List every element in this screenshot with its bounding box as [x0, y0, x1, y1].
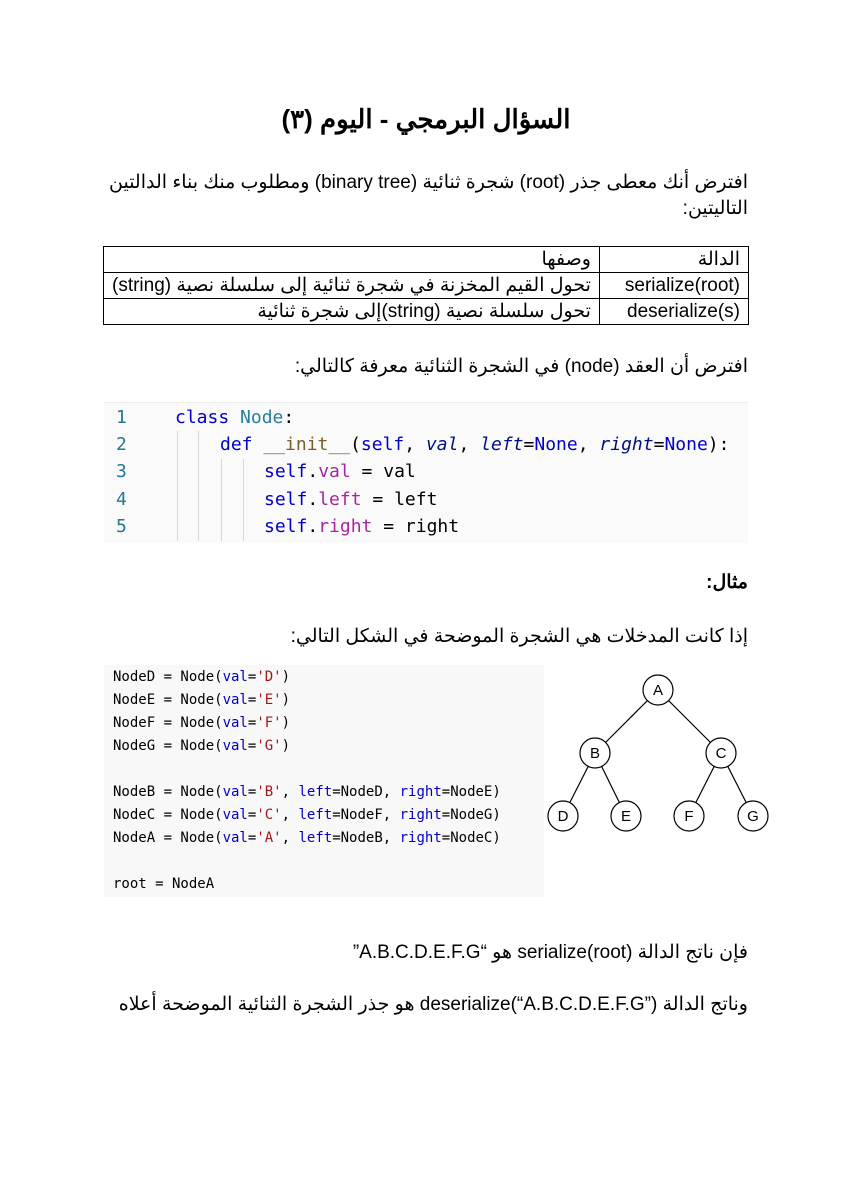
table-cell-description: تحول القيم المخزنة في شجرة ثنائية إلى سلسلة نصية (string) — [104, 273, 600, 299]
table-header-description: وصفها — [104, 247, 600, 273]
table-header-row — [104, 247, 749, 273]
example-code-block — [104, 665, 544, 897]
page-title: السؤال البرمجي - اليوم (٣) — [281, 104, 571, 134]
code-line: self.left = left — [264, 489, 438, 510]
indent-guide — [243, 459, 244, 541]
example-heading: مثال: — [706, 572, 748, 593]
code-line: NodeA = Node(val='A', left=NodeB, right=NodeC) — [113, 830, 501, 846]
table-cell-function: serialize(root) — [599, 273, 748, 299]
code-line: NodeG = Node(val='G') — [113, 738, 291, 754]
code-line: class Node: — [175, 407, 295, 428]
serialize-result-text: فإن ناتج الدالة serialize(root) هو “A.B.C.D.E.F.G” — [352, 942, 748, 963]
tree-node-label: B — [589, 745, 601, 762]
code-line: def __init__(self, val, left=None, right=None): — [220, 434, 730, 455]
node-class-code-block — [104, 402, 748, 543]
code-line: self.val = val — [264, 461, 416, 482]
intro-paragraph: افترض أنك معطى جذر (root) شجرة ثنائية (binary tree) ومطلوب منك بناء الدالتين التاليتين: — [109, 172, 748, 219]
tree-node-label: F — [684, 808, 694, 825]
code-line: self.right = right — [264, 516, 460, 537]
deserialize-result-text: وناتج الدالة deserialize(“A.B.C.D.E.F.G”) هو جذر الشجرة الثنائية الموضحة أعلاه — [118, 994, 748, 1015]
table-cell-function: deserialize(s) — [599, 299, 748, 325]
tree-node-label: D — [557, 808, 569, 825]
code-line: NodeD = Node(val='D') — [113, 669, 291, 685]
indent-guide — [198, 431, 199, 541]
code-line: root = NodeA — [113, 876, 215, 892]
functions-table — [103, 246, 749, 325]
node-definition-text: افترض أن العقد (node) في الشجرة الثنائية معرفة كالتالي: — [294, 356, 748, 377]
table-row — [104, 273, 749, 299]
line-number: 3 — [116, 461, 127, 482]
tree-node-label: G — [747, 808, 759, 825]
code-line: NodeB = Node(val='B', left=NodeD, right=NodeE) — [113, 784, 501, 800]
table-header-function: الدالة — [599, 247, 748, 273]
line-number: 2 — [116, 434, 127, 455]
line-number: 1 — [116, 407, 127, 428]
indent-guide — [221, 459, 222, 541]
line-number: 5 — [116, 516, 127, 537]
table-row — [104, 299, 749, 325]
code-line: NodeF = Node(val='F') — [113, 715, 291, 731]
indent-guide — [177, 431, 178, 541]
table-cell-description: تحول سلسلة نصية (string)إلى شجرة ثنائية — [104, 299, 600, 325]
example-text: إذا كانت المدخلات هي الشجرة الموضحة في الشكل التالي: — [290, 626, 748, 647]
tree-node-label: A — [652, 682, 664, 699]
code-line: NodeE = Node(val='E') — [113, 692, 291, 708]
tree-node-label: C — [715, 745, 727, 762]
binary-tree-diagram — [540, 670, 780, 845]
code-line: NodeC = Node(val='C', left=NodeF, right=NodeG) — [113, 807, 501, 823]
line-number: 4 — [116, 489, 127, 510]
tree-node-label: E — [620, 808, 632, 825]
